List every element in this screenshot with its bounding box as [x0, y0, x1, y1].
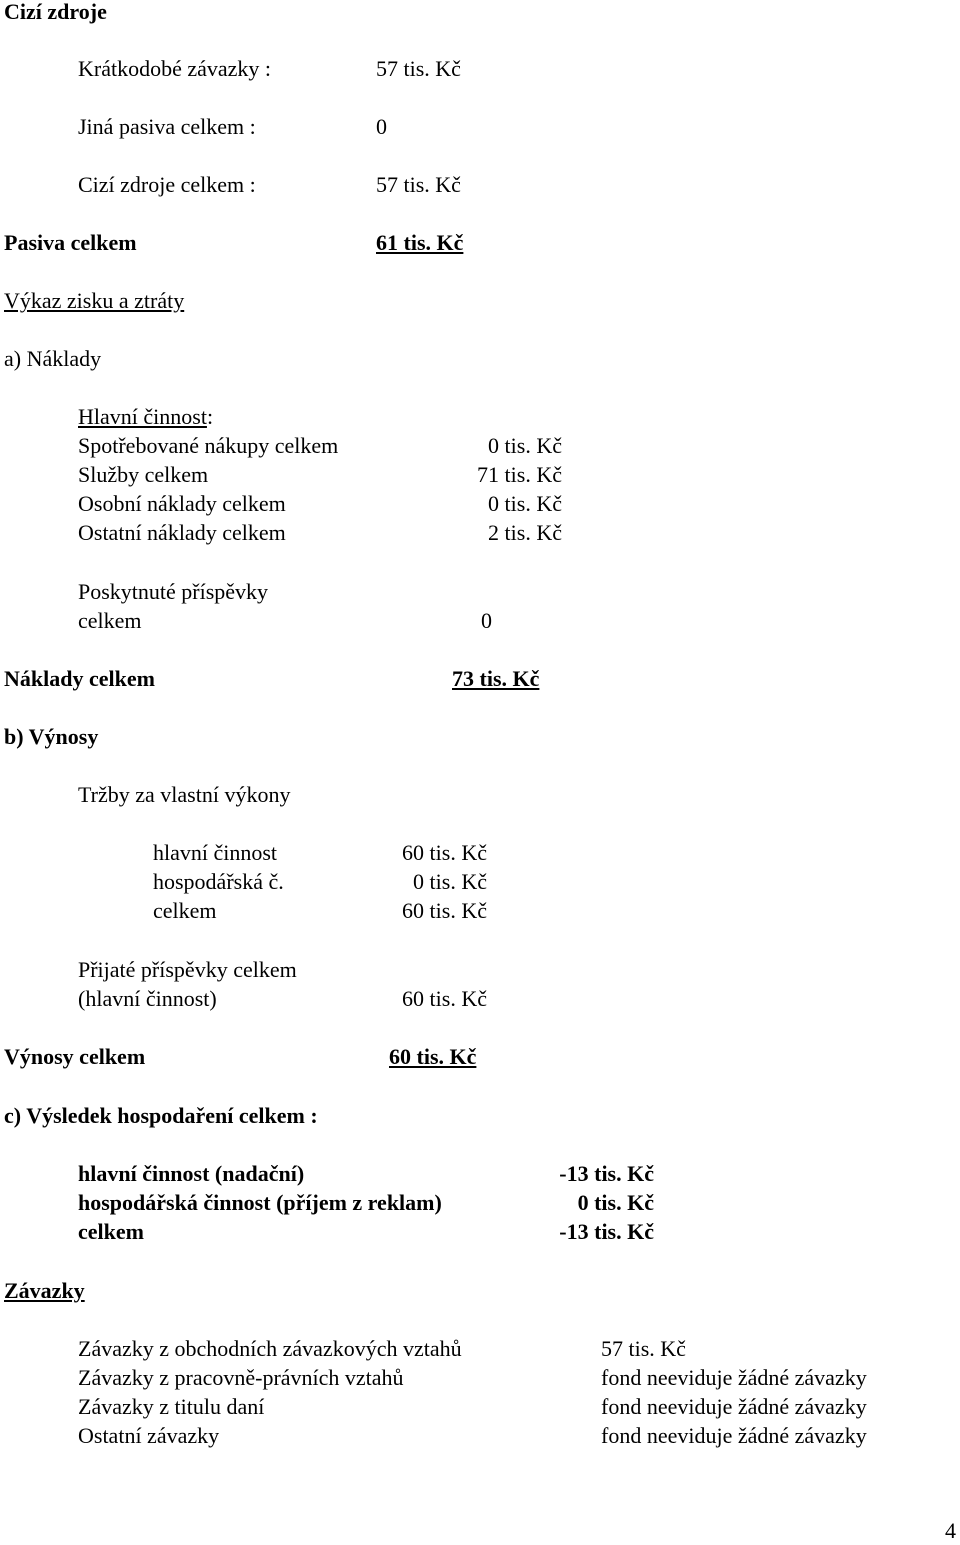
- vynosy-row-label: celkem: [153, 898, 217, 923]
- zavazky-row-value: fond neeviduje žádné závazky: [601, 1423, 867, 1448]
- vysledek-row-value: -13 tis. Kč: [559, 1161, 654, 1186]
- section-heading-cizi-zdroje: Cizí zdroje: [4, 0, 107, 24]
- zavazky-row-label: Závazky z obchodních závazkových vztahů: [78, 1336, 462, 1361]
- row-value-cizi-zdroje-celkem: 57 tis. Kč: [376, 172, 461, 197]
- row-value-jina-pasiva: 0: [376, 114, 387, 139]
- trzby-label: Tržby za vlastní výkony: [78, 782, 291, 807]
- hlavni-cinnost-heading: [78, 403, 213, 431]
- vysledek-heading: c) Výsledek hospodaření celkem :: [4, 1103, 318, 1128]
- row-label-cizi-zdroje-celkem: Cizí zdroje celkem :: [78, 172, 256, 197]
- row-value-kratkodobe-zavazky: 57 tis. Kč: [376, 56, 461, 81]
- vykaz-heading: Výkaz zisku a ztráty: [4, 288, 185, 313]
- vynosy-heading: b) Výnosy: [4, 724, 99, 749]
- vynosy-row-value: 0 tis. Kč: [413, 869, 487, 894]
- naklady-row-label: Osobní náklady celkem: [78, 491, 286, 516]
- vysledek-row-label: celkem: [78, 1219, 144, 1244]
- naklady-row-label: Služby celkem: [78, 462, 209, 487]
- naklady-row-value: 71 tis. Kč: [477, 462, 562, 487]
- hlavni-cinnost-colon: :: [206, 404, 214, 429]
- poskytnute-prispevky-label-line2: celkem: [78, 608, 142, 633]
- vynosy-row-value: 60 tis. Kč: [402, 898, 487, 923]
- pasiva-celkem-label: Pasiva celkem: [4, 230, 137, 255]
- prijate-prispevky-label-line1: Přijaté příspěvky celkem: [78, 957, 297, 982]
- vysledek-row-label: hospodářská činnost (příjem z reklam): [78, 1190, 442, 1215]
- zavazky-row-value: fond neeviduje žádné závazky: [601, 1365, 867, 1390]
- zavazky-row-value: 57 tis. Kč: [601, 1336, 686, 1361]
- zavazky-row-label: Ostatní závazky: [78, 1423, 220, 1448]
- vysledek-row-label: hlavní činnost (nadační): [78, 1161, 305, 1186]
- row-label-kratkodobe-zavazky: Krátkodobé závazky :: [78, 56, 272, 81]
- vynosy-row-label: hospodářská č.: [153, 869, 284, 894]
- poskytnute-prispevky-value: 0: [481, 608, 492, 633]
- naklady-row-label: Spotřebované nákupy celkem: [78, 433, 339, 458]
- vynosy-celkem-label: Výnosy celkem: [4, 1044, 146, 1069]
- vysledek-row-value: -13 tis. Kč: [559, 1219, 654, 1244]
- naklady-celkem-label: Náklady celkem: [4, 666, 155, 691]
- vynosy-celkem-value: 60 tis. Kč: [389, 1044, 477, 1069]
- pasiva-celkem-value: 61 tis. Kč: [376, 230, 464, 255]
- zavazky-row-label: Závazky z pracovně-právních vztahů: [78, 1365, 404, 1390]
- hlavni-cinnost-label: Hlavní činnost: [78, 404, 207, 429]
- zavazky-heading: Závazky: [4, 1278, 85, 1303]
- zavazky-row-value: fond neeviduje žádné závazky: [601, 1394, 867, 1419]
- vynosy-row-value: 60 tis. Kč: [402, 840, 487, 865]
- poskytnute-prispevky-label-line1: Poskytnuté příspěvky: [78, 579, 269, 604]
- naklady-heading: a) Náklady: [4, 346, 102, 371]
- row-label-jina-pasiva: Jiná pasiva celkem :: [78, 114, 256, 139]
- prijate-prispevky-value: 60 tis. Kč: [402, 986, 487, 1011]
- naklady-row-value: 2 tis. Kč: [488, 520, 562, 545]
- naklady-row-value: 0 tis. Kč: [488, 433, 562, 458]
- naklady-row-value: 0 tis. Kč: [488, 491, 562, 516]
- page-number: 4: [945, 1518, 956, 1543]
- zavazky-row-label: Závazky z titulu daní: [78, 1394, 265, 1419]
- prijate-prispevky-label-line2: (hlavní činnost): [78, 986, 217, 1011]
- naklady-row-label: Ostatní náklady celkem: [78, 520, 286, 545]
- naklady-celkem-value: 73 tis. Kč: [452, 666, 540, 691]
- vysledek-row-value: 0 tis. Kč: [577, 1190, 654, 1215]
- vynosy-row-label: hlavní činnost: [153, 840, 278, 865]
